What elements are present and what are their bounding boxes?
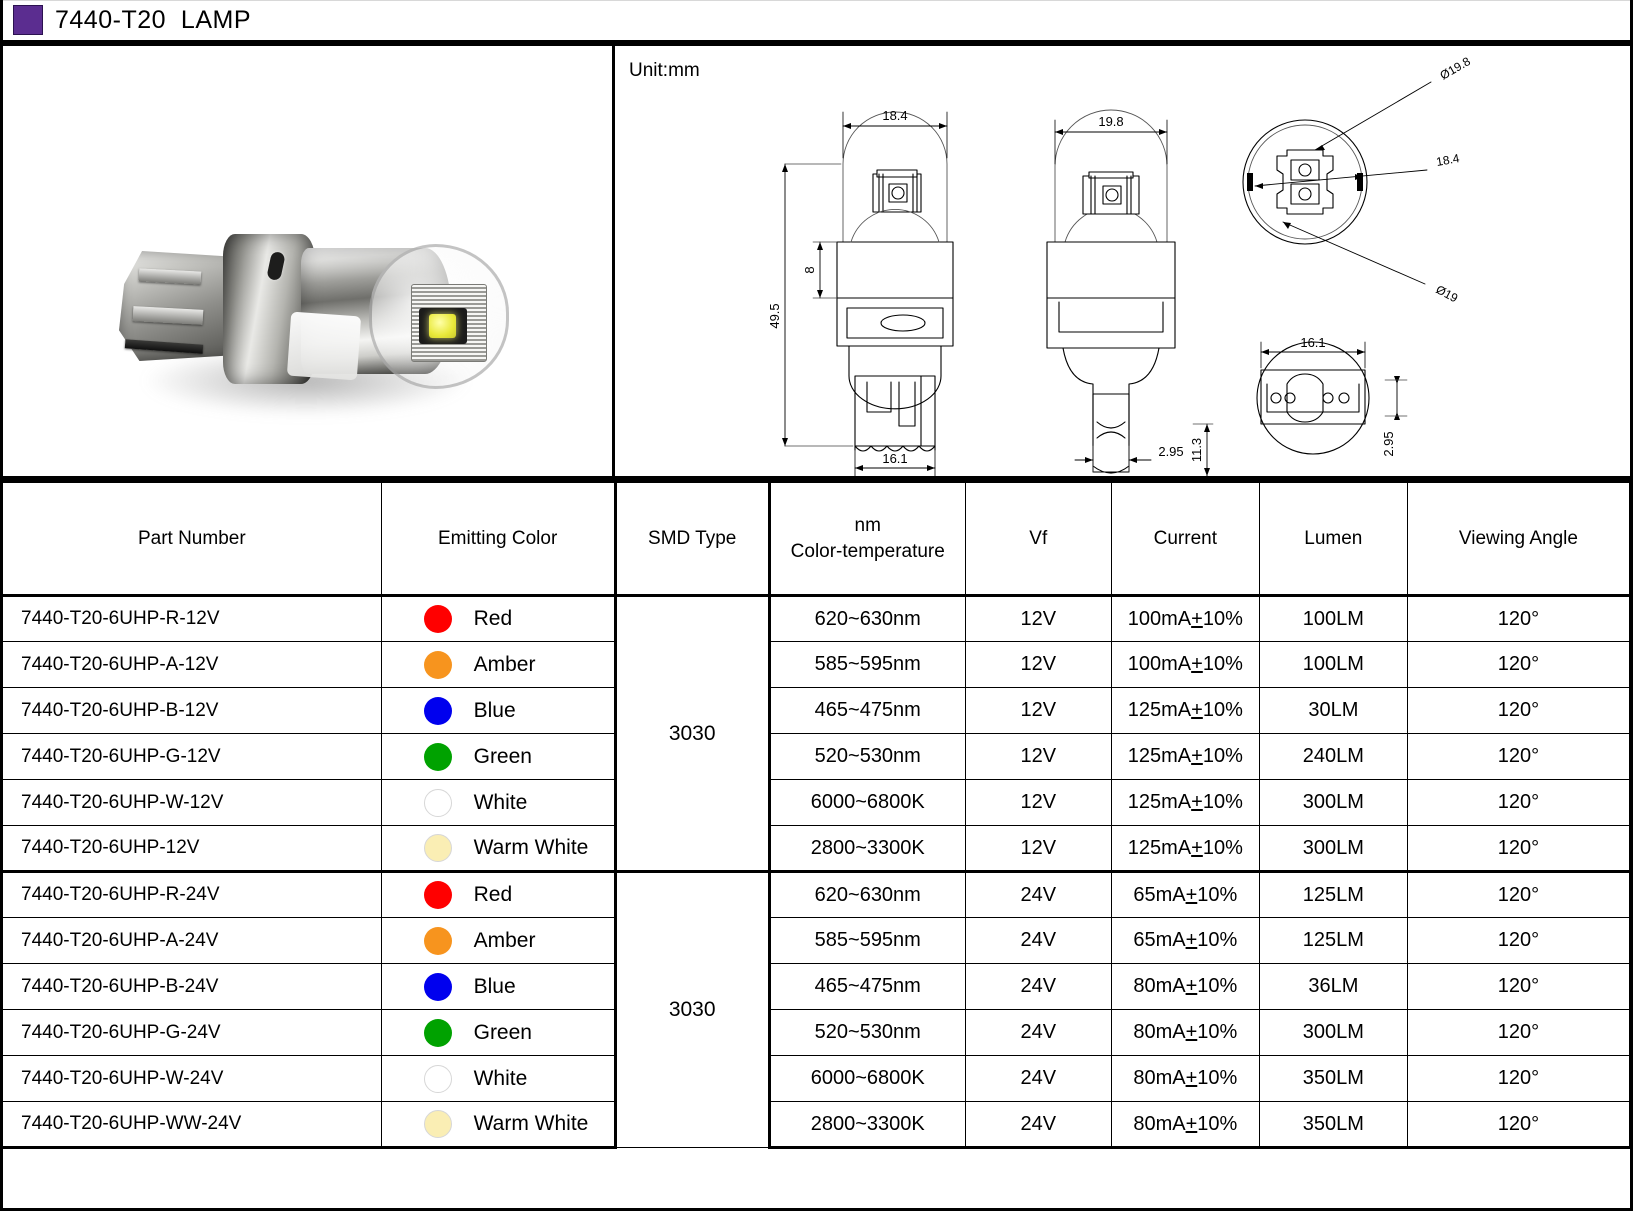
color-swatch-dot [424,651,452,679]
cell-emitting-color: Blue [381,964,615,1010]
table-row [3,596,1630,642]
table-row [3,642,1630,688]
dim-front-height: 49.5 [767,303,782,329]
technical-drawing-cell [615,46,1630,476]
color-swatch-dot [424,881,452,909]
dim-front-width: 18.4 [882,108,908,123]
table-row [3,1102,1630,1148]
cell-part-number: 7440-T20-6UHP-G-12V [3,734,381,780]
cell-smd-type: 3030 [615,596,769,872]
cell-nm-color-temperature: 520~530nm [769,1010,965,1056]
cell-part-number: 7440-T20-6UHP-R-12V [3,596,381,642]
cell-viewing-angle: 120° [1407,688,1629,734]
color-swatch-dot [424,1019,452,1047]
cell-current: 65mA+10% [1111,918,1259,964]
cell-viewing-angle: 120° [1407,1010,1629,1056]
cell-nm-color-temperature: 2800~3300K [769,826,965,872]
dim-top-inner-diameter: Ø19 [1433,282,1461,306]
cell-nm-color-temperature: 585~595nm [769,642,965,688]
top-view-drawing [1243,54,1473,305]
cell-vf: 24V [965,1056,1111,1102]
cell-nm-color-temperature: 6000~6800K [769,1056,965,1102]
column-header-vf: Vf [965,483,1111,596]
plus-minus-symbol: + [1191,745,1203,767]
plus-minus-symbol: + [1185,1021,1198,1043]
cell-current: 125mA+10% [1111,734,1259,780]
cell-current: 100mA+10% [1111,596,1259,642]
cell-lumen: 100LM [1259,596,1407,642]
led-phosphor-chip [429,314,456,338]
cell-current: 100mA+10% [1111,642,1259,688]
color-swatch-dot [424,743,452,771]
cell-part-number: 7440-T20-6UHP-W-12V [3,780,381,826]
cell-viewing-angle: 120° [1407,642,1629,688]
table-row [3,826,1630,872]
table-row [3,964,1630,1010]
technical-drawing-svg [615,46,1630,476]
cell-emitting-color: White [381,1056,615,1102]
cell-emitting-color: Green [381,1010,615,1056]
plus-minus-symbol: + [1185,1112,1198,1135]
table-row [3,688,1630,734]
cell-part-number: 7440-T20-6UHP-WW-24V [3,1102,381,1148]
cell-lumen: 350LM [1259,1102,1407,1148]
cell-current: 80mA+10% [1111,1102,1259,1148]
front-view-drawing [767,108,953,476]
bulb-body-highlight [287,312,361,381]
plus-minus-symbol: + [1191,836,1203,859]
cell-current: 125mA+10% [1111,780,1259,826]
cell-viewing-angle: 120° [1407,780,1629,826]
cell-viewing-angle: 120° [1407,964,1629,1010]
cell-viewing-angle: 120° [1407,1056,1629,1102]
dim-bottom-width: 16.1 [1300,335,1326,350]
cell-lumen: 300LM [1259,1010,1407,1056]
dim-side-pin-thickness: 2.95 [1158,444,1184,459]
cell-vf: 12V [965,734,1111,780]
cell-current: 125mA+10% [1111,826,1259,872]
dim-front-base-width: 16.1 [882,451,908,466]
cell-lumen: 125LM [1259,872,1407,918]
product-photo-bulb [111,196,511,446]
cell-lumen: 36LM [1259,964,1407,1010]
header-top-rule [3,0,1630,1]
plus-minus-symbol: + [1191,699,1203,721]
cell-nm-color-temperature: 520~530nm [769,734,965,780]
column-header-viewing-angle: Viewing Angle [1407,483,1629,596]
cell-vf: 24V [965,964,1111,1010]
cell-emitting-color: Green [381,734,615,780]
cell-part-number: 7440-T20-6UHP-B-12V [3,688,381,734]
cell-vf: 24V [965,1010,1111,1056]
plus-minus-symbol: + [1185,975,1198,997]
plus-minus-symbol: + [1185,929,1198,951]
cell-lumen: 125LM [1259,918,1407,964]
cell-current: 80mA+10% [1111,1056,1259,1102]
cell-viewing-angle: 120° [1407,826,1629,872]
product-photo-cell [3,46,615,476]
specification-table-body [3,596,1630,1148]
page-header [3,0,1630,46]
column-header-lumen: Lumen [1259,483,1407,596]
color-swatch-dot [424,605,452,633]
dim-side-width: 19.8 [1098,114,1124,129]
table-row [3,1056,1630,1102]
dim-front-sub-height: 8 [802,266,817,274]
cell-vf: 12V [965,826,1111,872]
unit-label: Unit:mm [629,60,700,81]
cell-nm-color-temperature: 465~475nm [769,688,965,734]
cell-emitting-color: Warm White [381,826,615,872]
bottom-view-drawing [1257,335,1407,457]
dim-side-pin-length: 11.3 [1189,437,1204,463]
cell-part-number: 7440-T20-6UHP-12V [3,826,381,872]
plus-minus-symbol: + [1191,607,1203,630]
cell-smd-type: 3030 [615,872,769,1148]
cell-vf: 24V [965,872,1111,918]
dim-bottom-height: 2.95 [1381,431,1396,457]
cell-lumen: 300LM [1259,826,1407,872]
cell-current: 80mA+10% [1111,1010,1259,1056]
cell-part-number: 7440-T20-6UHP-G-24V [3,1010,381,1056]
column-header-emitting-color: Emitting Color [381,483,615,596]
color-swatch-dot [424,834,452,862]
table-row [3,872,1630,918]
cell-emitting-color: Red [381,872,615,918]
cell-current: 125mA+10% [1111,688,1259,734]
table-header-row [3,483,1630,596]
color-swatch-dot [424,697,452,725]
cell-current: 65mA+10% [1111,872,1259,918]
cell-vf: 12V [965,688,1111,734]
column-header-smd-type: SMD Type [615,483,769,596]
column-header-nm-color-temperature: nm Color-temperature [769,483,965,596]
cell-viewing-angle: 120° [1407,734,1629,780]
cell-viewing-angle: 120° [1407,872,1629,918]
page-title: 7440-T20 LAMP [55,5,251,34]
cell-lumen: 240LM [1259,734,1407,780]
cell-part-number: 7440-T20-6UHP-B-24V [3,964,381,1010]
color-swatch-dot [424,1065,452,1093]
color-swatch-dot [424,1110,452,1138]
cell-lumen: 100LM [1259,642,1407,688]
table-row [3,734,1630,780]
cell-vf: 12V [965,596,1111,642]
cell-nm-color-temperature: 620~630nm [769,596,965,642]
cell-nm-color-temperature: 585~595nm [769,918,965,964]
cell-part-number: 7440-T20-6UHP-A-24V [3,918,381,964]
table-row [3,780,1630,826]
plus-minus-symbol: + [1185,1067,1198,1089]
cell-lumen: 350LM [1259,1056,1407,1102]
plus-minus-symbol: + [1191,653,1203,675]
side-view-drawing [1047,110,1213,476]
color-swatch-dot [424,927,452,955]
cell-viewing-angle: 120° [1407,918,1629,964]
cell-viewing-angle: 120° [1407,1102,1629,1148]
color-swatch-dot [424,789,452,817]
cell-viewing-angle: 120° [1407,596,1629,642]
cell-vf: 12V [965,780,1111,826]
cell-emitting-color: Amber [381,918,615,964]
cell-emitting-color: Warm White [381,1102,615,1148]
cell-emitting-color: White [381,780,615,826]
specification-table [3,482,1630,1149]
cell-vf: 12V [965,642,1111,688]
cell-current: 80mA+10% [1111,964,1259,1010]
table-row [3,918,1630,964]
cell-lumen: 300LM [1259,780,1407,826]
table-row [3,1010,1630,1056]
cell-nm-color-temperature: 6000~6800K [769,780,965,826]
cell-emitting-color: Amber [381,642,615,688]
plus-minus-symbol: + [1191,791,1203,813]
cell-vf: 24V [965,1102,1111,1148]
color-swatch-dot [424,973,452,1001]
cell-nm-color-temperature: 2800~3300K [769,1102,965,1148]
plus-minus-symbol: + [1185,883,1198,906]
cell-emitting-color: Red [381,596,615,642]
cell-part-number: 7440-T20-6UHP-A-12V [3,642,381,688]
brand-color-swatch [13,5,43,35]
cell-vf: 24V [965,918,1111,964]
upper-section [3,46,1630,482]
cell-lumen: 30LM [1259,688,1407,734]
cell-part-number: 7440-T20-6UHP-R-24V [3,872,381,918]
column-header-part-number: Part Number [3,483,381,596]
dim-top-width: 18.4 [1435,151,1461,169]
cell-nm-color-temperature: 465~475nm [769,964,965,1010]
cell-part-number: 7440-T20-6UHP-W-24V [3,1056,381,1102]
cell-nm-color-temperature: 620~630nm [769,872,965,918]
cell-emitting-color: Blue [381,688,615,734]
column-header-current: Current [1111,483,1259,596]
dim-top-outer-diameter: Ø19.8 [1437,54,1473,83]
